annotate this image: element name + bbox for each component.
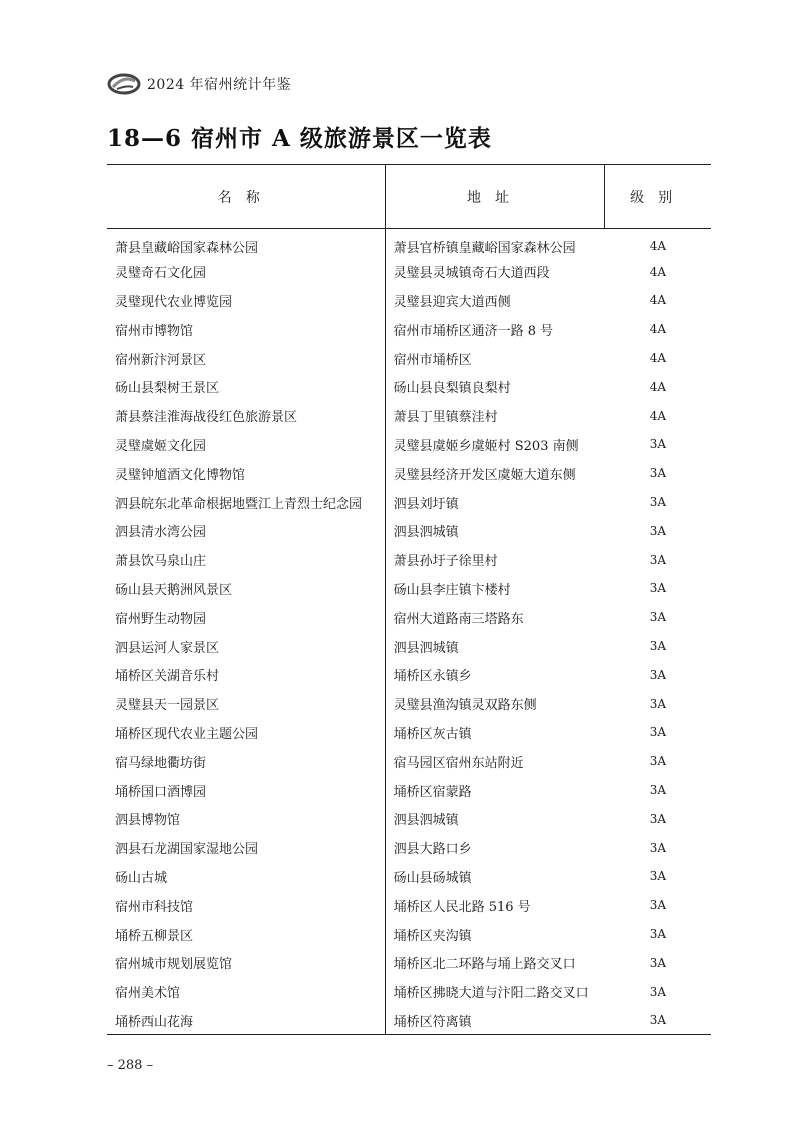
cell-name: 灵璧县天一园景区 <box>115 698 220 714</box>
table-row <box>107 603 711 632</box>
table-row <box>107 977 711 1006</box>
cell-name: 萧县饮马泉山庄 <box>115 554 207 570</box>
cell-name: 灵璧钟馗酒文化博物馆 <box>115 467 246 483</box>
cell-level: 4A <box>649 322 667 337</box>
table-row <box>107 516 711 545</box>
table-row <box>107 229 711 258</box>
cell-address: 埇桥区夹沟镇 <box>385 920 605 949</box>
cell-level: 3A <box>649 696 667 711</box>
yearbook-title: 2024 年宿州统计年鉴 <box>147 77 292 93</box>
table-row <box>107 891 711 920</box>
cell-level: 3A <box>649 955 667 970</box>
cell-level: 4A <box>649 408 667 423</box>
cell-name: 泗县石龙湖国家湿地公园 <box>115 842 259 858</box>
cell-level: 3A <box>649 898 667 913</box>
table-header-row <box>107 165 711 229</box>
cell-level: 4A <box>649 351 667 366</box>
table-row <box>107 660 711 689</box>
cell-level: 3A <box>649 811 667 826</box>
cell-address: 灵璧县虞姬乡虞姬村 S203 南侧 <box>385 430 605 459</box>
cell-address: 灵璧县迎宾大道西侧 <box>385 286 605 315</box>
cell-level: 3A <box>649 783 667 798</box>
cell-name: 埇桥区现代农业主题公园 <box>115 726 259 742</box>
table-row <box>107 315 711 344</box>
table-body <box>107 229 711 1035</box>
cell-address: 埇桥区北二环路与埇上路交叉口 <box>385 948 605 977</box>
cell-name: 宿州新汴河景区 <box>115 352 207 368</box>
cell-address: 埇桥区人民北路 516 号 <box>385 891 605 920</box>
cell-name: 泗县皖东北革命根据地暨江上青烈士纪念园 <box>115 496 363 512</box>
cell-name: 埇桥五柳景区 <box>115 928 194 944</box>
cell-name: 泗县博物馆 <box>115 813 181 829</box>
cell-name: 泗县清水湾公园 <box>115 525 207 541</box>
page-number: – 288 – <box>107 1058 154 1073</box>
cell-name: 宿马绿地衢坊街 <box>115 755 207 771</box>
cell-address: 泗县刘圩镇 <box>385 488 605 517</box>
cell-name: 宿州市博物馆 <box>115 323 194 339</box>
cell-address: 灵璧县经济开发区虞姬大道东侧 <box>385 459 605 488</box>
cell-level: 4A <box>649 379 667 394</box>
table-row <box>107 459 711 488</box>
table-row <box>107 430 711 459</box>
cell-name: 宿州美术馆 <box>115 986 181 1002</box>
cell-address: 泗县泗城镇 <box>385 804 605 833</box>
table-row <box>107 488 711 517</box>
cell-name: 埇桥西山花海 <box>107 1006 385 1035</box>
cell-name: 灵璧奇石文化园 <box>115 266 207 282</box>
cell-address: 宿马园区宿州东站附近 <box>385 747 605 776</box>
cell-name: 砀山县天鹅洲风景区 <box>115 582 233 598</box>
running-header <box>107 72 291 96</box>
column-header-address: 地址 <box>385 165 605 229</box>
column-header-name: 名称 <box>107 165 385 229</box>
cell-address: 埇桥区灰古镇 <box>385 718 605 747</box>
scenic-area-table <box>107 164 711 1035</box>
cell-name: 宿州市科技馆 <box>115 899 194 915</box>
cell-address: 萧县官桥镇皇藏峪国家森林公园 <box>385 229 605 258</box>
table-row <box>107 401 711 430</box>
table-row <box>107 776 711 805</box>
cell-level: 3A <box>649 466 667 481</box>
cell-level: 4A <box>649 293 667 308</box>
table-row <box>107 718 711 747</box>
cell-address: 灵璧县渔沟镇灵双路东侧 <box>385 689 605 718</box>
table-row <box>107 574 711 603</box>
table-row <box>107 344 711 373</box>
cell-name: 萧县蔡洼淮海战役红色旅游景区 <box>115 410 298 426</box>
cell-address: 宿州市埇桥区 <box>385 344 605 373</box>
table-row <box>107 920 711 949</box>
cell-level: 3A <box>649 552 667 567</box>
table-row <box>107 372 711 401</box>
cell-level: 3A <box>649 581 667 596</box>
cell-name: 宿州野生动物园 <box>115 611 207 627</box>
cell-address: 泗县泗城镇 <box>385 632 605 661</box>
cell-name: 萧县皇藏峪国家森林公园 <box>115 240 259 256</box>
cell-address: 萧县孙圩子徐里村 <box>385 545 605 574</box>
table-row <box>107 747 711 776</box>
cell-address: 埇桥区符离镇 <box>385 1006 605 1035</box>
cell-name: 埇桥国口酒博园 <box>115 784 207 800</box>
cell-name: 砀山县梨树王景区 <box>115 381 220 397</box>
cell-address: 泗县大路口乡 <box>385 833 605 862</box>
table-row <box>107 804 711 833</box>
cell-address: 埇桥区拂晓大道与汴阳二路交叉口 <box>385 977 605 1006</box>
cell-name: 埇桥区关湖音乐村 <box>115 669 220 685</box>
cell-level: 3A <box>605 1006 711 1035</box>
cell-level: 3A <box>649 984 667 999</box>
cell-name: 灵璧现代农业博览园 <box>115 294 233 310</box>
cell-level: 4A <box>649 239 667 254</box>
cell-level: 3A <box>649 725 667 740</box>
table-row <box>107 1006 711 1035</box>
cell-name: 泗县运河人家景区 <box>115 640 220 656</box>
cell-address: 宿州市埇桥区通济一路 8 号 <box>385 315 605 344</box>
cell-name: 灵璧虞姬文化园 <box>115 438 207 454</box>
table-row <box>107 833 711 862</box>
cell-address: 埇桥区宿蒙路 <box>385 776 605 805</box>
cell-level: 3A <box>649 927 667 942</box>
cell-address: 宿州大道路南三塔路东 <box>385 603 605 632</box>
cell-level: 3A <box>649 437 667 452</box>
table-row <box>107 286 711 315</box>
cell-address: 砀山县李庄镇卞楼村 <box>385 574 605 603</box>
cell-level: 3A <box>649 523 667 538</box>
cell-level: 3A <box>649 639 667 654</box>
cell-address: 萧县丁里镇蔡洼村 <box>385 401 605 430</box>
page-title: 18—6 宿州市 A 级旅游景区一览表 <box>107 125 492 152</box>
cell-address: 泗县泗城镇 <box>385 516 605 545</box>
cell-address: 埇桥区永镇乡 <box>385 660 605 689</box>
cell-level: 3A <box>649 610 667 625</box>
table-row <box>107 545 711 574</box>
cell-level: 3A <box>649 495 667 510</box>
cell-level: 4A <box>649 264 667 279</box>
table-row <box>107 862 711 891</box>
cell-name: 砀山古城 <box>115 870 168 886</box>
yearbook-logo-icon <box>107 73 141 95</box>
cell-level: 3A <box>649 869 667 884</box>
table-row <box>107 257 711 286</box>
cell-address: 砀山县砀城镇 <box>385 862 605 891</box>
table-row <box>107 948 711 977</box>
cell-level: 3A <box>649 840 667 855</box>
cell-level: 3A <box>649 754 667 769</box>
cell-address: 砀山县良梨镇良梨村 <box>385 372 605 401</box>
table-row <box>107 632 711 661</box>
table-row <box>107 689 711 718</box>
cell-name: 宿州城市规划展览馆 <box>115 957 233 973</box>
column-header-level: 级别 <box>605 165 711 229</box>
cell-level: 3A <box>649 667 667 682</box>
cell-address: 灵璧县灵城镇奇石大道西段 <box>385 257 605 286</box>
